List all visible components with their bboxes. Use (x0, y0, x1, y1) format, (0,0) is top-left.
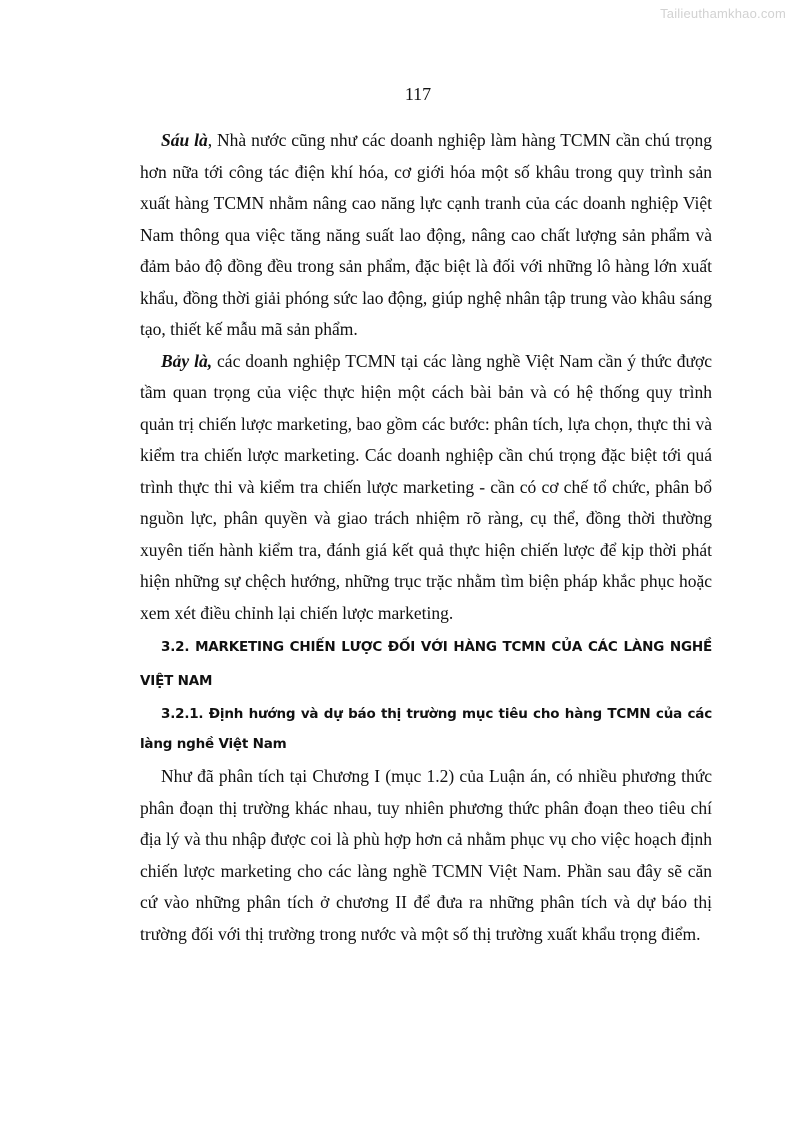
paragraph-lead: Sáu là (161, 130, 208, 150)
paragraph-bay-la (140, 346, 712, 630)
document-body (140, 125, 712, 950)
section-heading-3-2: 3.2. MARKETING CHIẾN LƯỢC ĐỐI VỚI HÀNG TCMN CỦA CÁC LÀNG NGHỀ VIỆT NAM (140, 639, 712, 689)
watermark: Tailieuthamkhao.com (660, 6, 786, 21)
paragraph-sau-la (140, 125, 712, 346)
paragraph-phan-doan: Như đã phân tích tại Chương I (mục 1.2) của Luận án, có nhiều phương thức phân đoạn thị trường khác nhau, tuy nhiên phương thức phân đoạn theo tiêu chí địa lý và thu nhập được coi là phù hợp hơn cả nhằm phục vụ cho việc hoạch định chiến lược marketing cho các làng nghề TCMN Việt Nam. Phần sau đây sẽ căn cứ vào những phân tích ở chương II để đưa ra những phân tích và dự báo thị trường đối với thị trường trong nước và một số thị trường xuất khẩu trọng điểm. (140, 766, 712, 944)
paragraph-text: , Nhà nước cũng như các doanh nghiệp làm hàng TCMN cần chú trọng hơn nữa tới công tác điện khí hóa, cơ giới hóa một số khâu trong quy trình sản xuất hàng TCMN nhằm nâng cao năng lực cạnh tranh của các doanh nghiệp Việt Nam thông qua việc tăng năng suất lao động, nâng cao chất lượng sản phẩm và đảm bảo độ đồng đều trong sản phẩm, đặc biệt là đối với những lô hàng lớn xuất khẩu, đồng thời giải phóng sức lao động, giúp nghệ nhân tập trung vào khâu sáng tạo, thiết kế mẫu mã sản phẩm. (140, 130, 712, 339)
paragraph-lead: Bảy là, (161, 350, 213, 371)
paragraph-text: các doanh nghiệp TCMN tại các làng nghề Việt Nam cần ý thức được tầm quan trọng của việc thực hiện một cách bài bản và có hệ thống quy trình quản trị chiến lược marketing, bao gồm các bước: phân tích, lựa chọn, thực thi và kiểm tra chiến lược marketing. Các doanh nghiệp cần chú trọng đặc biệt tới quá trình thực thi và kiểm tra chiến lược marketing - cần có cơ chế tổ chức, phân bổ nguồn lực, phân quyền và giao trách nhiệm rõ ràng, cụ thể, đồng thời thường xuyên tiến hành kiểm tra, đánh giá kết quả thực hiện chiến lược để kịp thời phát hiện những sự chệch hướng, những trục trặc nhằm tìm biện pháp khắc phục hoặc xem xét điều chỉnh lại chiến lược marketing. (140, 350, 712, 623)
page-number: 117 (404, 84, 432, 104)
subsection-heading-3-2-1: 3.2.1. Định hướng và dự báo thị trường mục tiêu cho hàng TCMN của các làng nghề Việt Nam (140, 706, 712, 752)
